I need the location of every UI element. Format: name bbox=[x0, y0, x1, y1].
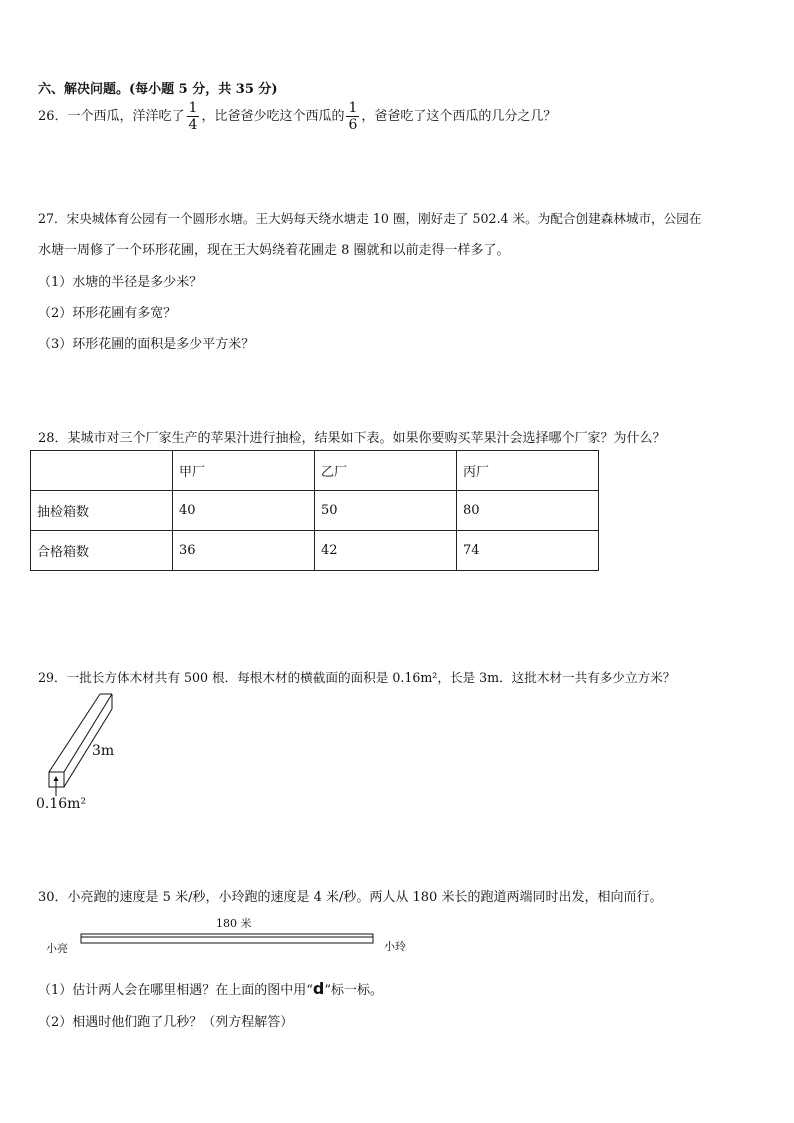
q30-sub-1 bbox=[38, 979, 383, 998]
q30-sub-2: （2）相遇时他们跑了几秒？（列方程解答） bbox=[38, 1015, 294, 1030]
meeting-mark-symbol: d bbox=[312, 979, 325, 998]
q28-text: 28．某城市对三个厂家生产的苹果汁进行抽检，结果如下表。如果你要购买苹果汁会选择哪个厂家？为什么？ bbox=[38, 431, 666, 446]
q26-fraction-2-denominator: 6 bbox=[348, 117, 358, 133]
track-distance-label: 180 米 bbox=[216, 917, 252, 930]
q27-sub-2: （2）环形花圃有多宽？ bbox=[38, 306, 177, 321]
q26-fraction-2 bbox=[346, 100, 359, 133]
q28-table bbox=[30, 450, 599, 571]
lumber-area-label: 0.16m² bbox=[36, 796, 87, 812]
table-header-cell: 丙厂 bbox=[457, 451, 599, 491]
q26-fraction-1 bbox=[187, 100, 200, 133]
q26-fraction-1-denominator: 4 bbox=[188, 117, 198, 133]
table-cell: 抽检箱数 bbox=[31, 491, 173, 531]
table-cell: 40 bbox=[173, 491, 315, 531]
lumber-edge bbox=[64, 694, 115, 772]
q30-sub-1-post: ”标一标。 bbox=[324, 983, 384, 998]
q30-track-figure bbox=[40, 914, 420, 956]
table-cell: 80 bbox=[457, 491, 599, 531]
q26-fraction-1-numerator: 1 bbox=[188, 100, 198, 116]
table-header-cell: 乙厂 bbox=[315, 451, 457, 491]
table-header-row bbox=[31, 451, 599, 491]
q27-sub-3: （3）环形花圃的面积是多少平方米？ bbox=[38, 337, 255, 352]
section-title: 六、解决问题。(每小题 5 分，共 35 分) bbox=[38, 82, 278, 97]
q26-text-pre: 26．一个西瓜，洋洋吃了 bbox=[38, 109, 185, 124]
table-cell: 36 bbox=[173, 531, 315, 571]
q26-text-post: ，爸爸吃了这个西瓜的几分之几？ bbox=[361, 109, 557, 124]
q29-text: 29．一批长方体木材共有 500 根．每根木材的横截面的面积是 0.16m²，长是 3m．这批木材一共有多少立方米？ bbox=[38, 670, 676, 685]
table-cell: 42 bbox=[315, 531, 457, 571]
table-cell: 50 bbox=[315, 491, 457, 531]
right-runner-label: 小玲 bbox=[384, 940, 406, 953]
q26-text-mid: ，比爸爸少吃这个西瓜的 bbox=[201, 109, 345, 124]
q26-fraction-2-numerator: 1 bbox=[348, 100, 358, 116]
q30-sub-1-pre: （1）估计两人会在哪里相遇？在上面的图中用“ bbox=[38, 983, 313, 998]
q30-text: 30．小亮跑的速度是 5 米/秒，小玲跑的速度是 4 米/秒。两人从 180 米长的跑道两端同时出发，相向而行。 bbox=[38, 890, 663, 905]
table-header-cell bbox=[31, 451, 173, 491]
left-runner-label: 小亮 bbox=[46, 942, 68, 955]
table-cell: 合格箱数 bbox=[31, 531, 173, 571]
running-track bbox=[81, 937, 373, 943]
q27-line-1: 27．宋央城体育公园有一个圆形水塘。王大妈每天绕水塘走 10 圈，刚好走了 502.4 米。为配合创建森林城市，公园在 bbox=[38, 211, 702, 226]
q29-lumber-figure bbox=[30, 690, 140, 815]
question-26 bbox=[38, 100, 556, 133]
q27-line-2: 水塘一周修了一个环形花圃，现在王大妈绕着花圃走 8 圈就和以前走得一样多了。 bbox=[38, 243, 510, 258]
table-header-cell: 甲厂 bbox=[173, 451, 315, 491]
lumber-length-label: 3m bbox=[92, 743, 115, 759]
table-cell: 74 bbox=[457, 531, 599, 571]
q27-sub-1: （1）水塘的半径是多少米？ bbox=[38, 275, 203, 290]
table-row bbox=[31, 491, 599, 531]
area-arrow-head bbox=[54, 776, 59, 781]
lumber-edge bbox=[49, 694, 100, 772]
table-row bbox=[31, 531, 599, 571]
